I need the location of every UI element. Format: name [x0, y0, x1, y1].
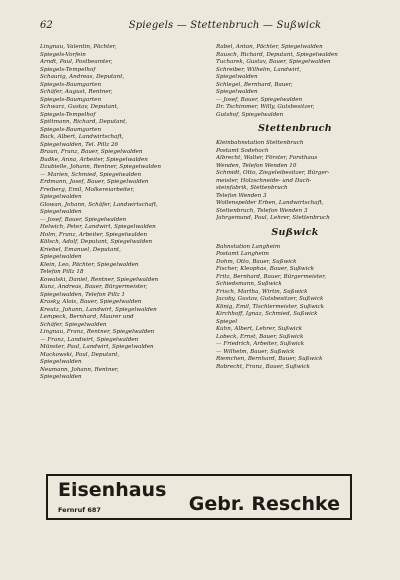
directory-entry: Kleinbahnstation Stettenbruch [216, 140, 304, 146]
directory-entry: Robrecht, Franz, Bauer, Sußwick [216, 363, 310, 370]
directory-entry: Gutshof, Spiegelwalden [216, 111, 284, 118]
directory-entry: Münster, Paul, Landwirt, Spiegelwalden [40, 344, 154, 350]
directory-entry: Kuhn, Albert, Lehrer, Sußwick [216, 326, 303, 332]
directory-entry: Schreiber, Wilhelm, Landwirt, [216, 66, 302, 73]
directory-entry: Schäfer, Spiegelwalden [40, 321, 107, 328]
directory-entry: Riemchen, Bernhard, Bauer, Sußwick [216, 356, 323, 362]
directory-entry: Spiegelwalden [216, 74, 258, 80]
directory-entry: Schiedsmann, Sußwick [216, 281, 282, 287]
right-column [216, 44, 374, 371]
directory-entry: Kowalski, Daniel, Rentner, Spiegelwalden [40, 276, 159, 283]
directory-entry: Kirchhoff, Ignaz, Schmied, Sußwick [216, 311, 318, 317]
directory-entry: — Wilhelm, Bauer, Sußwick [216, 348, 295, 355]
directory-entry: Schäfer, August, Rentner, [40, 89, 113, 95]
directory-entry: Spiegels-Tempelhof [40, 66, 96, 73]
directory-entry: Dr. Tschimmer, Willy, Gutsbesitzer, [216, 104, 315, 110]
directory-entry: Wenden, Telefon Wenden 10 [216, 162, 297, 169]
directory-entry: Spiegelwalden, Tel. Pillz 26 [40, 141, 119, 148]
directory-entry: Braun, Franz, Bauer, Spiegelwalden [40, 149, 143, 155]
directory-entry: Fischer, Kleophas, Bauer, Sußwick [216, 266, 315, 272]
directory-entry: Spiegels-Baumgarten [40, 126, 102, 133]
directory-entry: Jacoby, Gustav, Gutsbesitzer, Sußwick [216, 296, 324, 302]
directory-entry: Budke, Anna, Arbeiter, Spiegelwalden [40, 156, 148, 163]
directory-entry: Tucharek, Gustav, Bauer, Spiegelwalden [216, 59, 331, 65]
directory-entry: Schmidt, Otto, Ziegeleibesitzer, Bürger- [216, 170, 330, 176]
directory-entry: Freiberg, Emil, Molkereiarbeiter, [40, 186, 135, 193]
directory-entry: Spiegelwalden [40, 254, 82, 260]
ad-phone: Fernruf 687 [58, 506, 101, 514]
directory-entry: Holm, Franz, Arbeiter, Spiegelwalden [40, 231, 148, 238]
directory-entry: Telefon Wenden 3 [216, 192, 267, 199]
directory-entry: Wollenspelder Erben, Landwirtschaft, [216, 200, 324, 206]
directory-entry: Spiegels-Vorfein [40, 51, 86, 58]
directory-entry: Dohm, Otto, Bauer, Sußwick [216, 258, 297, 265]
directory-entry: Spittmann, Richard, Deputant, [40, 119, 128, 125]
directory-entry: Krasky, Alois, Bauer, Spiegelwalden [40, 299, 142, 305]
directory-entry: Spiegels-Baumgarten [40, 96, 102, 103]
directory-entry: Spiegelwalden [40, 374, 82, 380]
directory-entry: Schwarz, Gustav, Deputant, [40, 104, 119, 110]
directory-entry: Kölsch, Adolf, Deputant, Spiegelwalden [40, 239, 153, 245]
directory-entry: Schaurig, Andreas, Deputant, [40, 74, 125, 80]
page-header [40, 20, 370, 36]
directory-entry: Rabel, Anton, Pächter, Spiegelwalden [216, 44, 323, 50]
directory-entry: Spiegelwalden [40, 194, 82, 200]
directory-entry: — Franz, Landwirt, Spiegelwalden [40, 336, 139, 343]
directory-entry: Frisch, Martha, Wirtin, Sußwick [216, 288, 308, 295]
directory-entry: König, Emil, Tischlermeister, Sußwick [216, 303, 325, 310]
directory-entry: meister, Holzschneide- und Dach- [216, 177, 312, 184]
advertisement-box [46, 474, 352, 520]
directory-entry: Telefon Pillz 18 [40, 269, 84, 275]
directory-entry: Spiegel [216, 318, 238, 325]
directory-entry: Spiegelwalden [216, 89, 258, 95]
directory-entry: Postamt Sodehoch [216, 147, 269, 154]
page-number: 62 [40, 20, 53, 31]
directory-entry: steinfabrik, Stettenbruch [216, 185, 288, 191]
directory-entry: Mackowski, Paul, Deputant, [40, 351, 120, 358]
directory-entry: Spiegels-Baumgarten [40, 81, 102, 88]
directory-entry: Kunz, Andreas, Bauer, Bürgermeister, [40, 284, 148, 290]
directory-entry: Lempeck, Bernhard, Maurer und [40, 314, 134, 320]
directory-entry: — Friedrich, Arbeiter, Sußwick [216, 341, 305, 347]
directory-entry: Albrecht, Walter, Förster, Forsthaus [216, 155, 318, 161]
directory-entry: Glowan, Johann, Schäfer, Landwirtschaft, [40, 201, 158, 208]
directory-entry: Back, Albert, Landwirtschaft, [40, 134, 124, 140]
running-title: Spiegels — Stettenbruch — Sußwick [128, 20, 322, 31]
directory-entry: Dzubielle, Johann, Rentner, Spiegelwalden [40, 164, 161, 170]
directory-entry: Erdmann, Josef, Bauer, Spiegelwalden [40, 179, 149, 185]
directory-entry: Stettenbruch, Telefon Wenden 3 [216, 207, 308, 214]
directory-entry: Bahnstation Langheim [216, 243, 281, 250]
right-column-top-entries [216, 44, 374, 119]
directory-entry: — Marien, Schmied, Spiegelwalden [40, 171, 142, 178]
stettenbruch-entries [216, 140, 374, 223]
directory-entry: Kriebel, Emanuel, Deputant, [40, 246, 121, 253]
directory-entry: Arndt, Paul, Postbeamter, [40, 59, 113, 65]
directory-entry: Spiegels-Tempelhof [40, 111, 96, 118]
directory-entry: Lobeck, Ernst, Bauer, Sußwick [216, 333, 304, 340]
directory-entry: Jahrgemund, Paul, Lehrer, Stettenbruch [216, 215, 330, 221]
ad-owner-name: Gebr. Reschke [188, 493, 340, 515]
section-heading-sußwick: Sußwick [271, 226, 319, 238]
sußwick-entries [216, 244, 374, 372]
ad-firm-name: Eisenhaus [58, 479, 167, 501]
directory-entry: Schlegel, Bernhard, Bauer, [216, 81, 293, 88]
directory-entry: — Josef, Bauer, Spiegelwalden [40, 216, 127, 223]
directory-entry: Klein, Leo, Pächter, Spiegelwalden [40, 261, 139, 268]
directory-entry: Kreutz, Johann, Landwirt, Spiegelwalden [40, 306, 157, 313]
left-column [40, 44, 198, 382]
directory-entry: Fritz, Bernhard, Bauer, Bürgermeister, [216, 273, 327, 280]
section-heading-stettenbruch: Stettenbruch [258, 123, 332, 134]
directory-entry: Postamt Langheim [216, 251, 269, 257]
directory-entry: Spiegelwalden, Telefon Pillz 1 [40, 291, 126, 298]
directory-entry: — Josef, Bauer, Spiegelwalden [216, 96, 303, 103]
directory-entry: Lingnau, Valentin, Pächter, [40, 44, 117, 50]
directory-entry: Rausch, Richard, Deputant, Spiegelwalden [216, 51, 338, 58]
directory-entry: Lingnau, Franz, Rentner, Spiegelwalden [40, 329, 155, 335]
directory-entry: Spiegelwalden [40, 359, 82, 365]
directory-entry: Neumann, Johann, Rentner, [40, 366, 119, 373]
directory-entry: Spiegelwalden [40, 209, 82, 215]
directory-entry: Helwich, Peter, Landwirt, Spiegelwalden [40, 224, 156, 230]
